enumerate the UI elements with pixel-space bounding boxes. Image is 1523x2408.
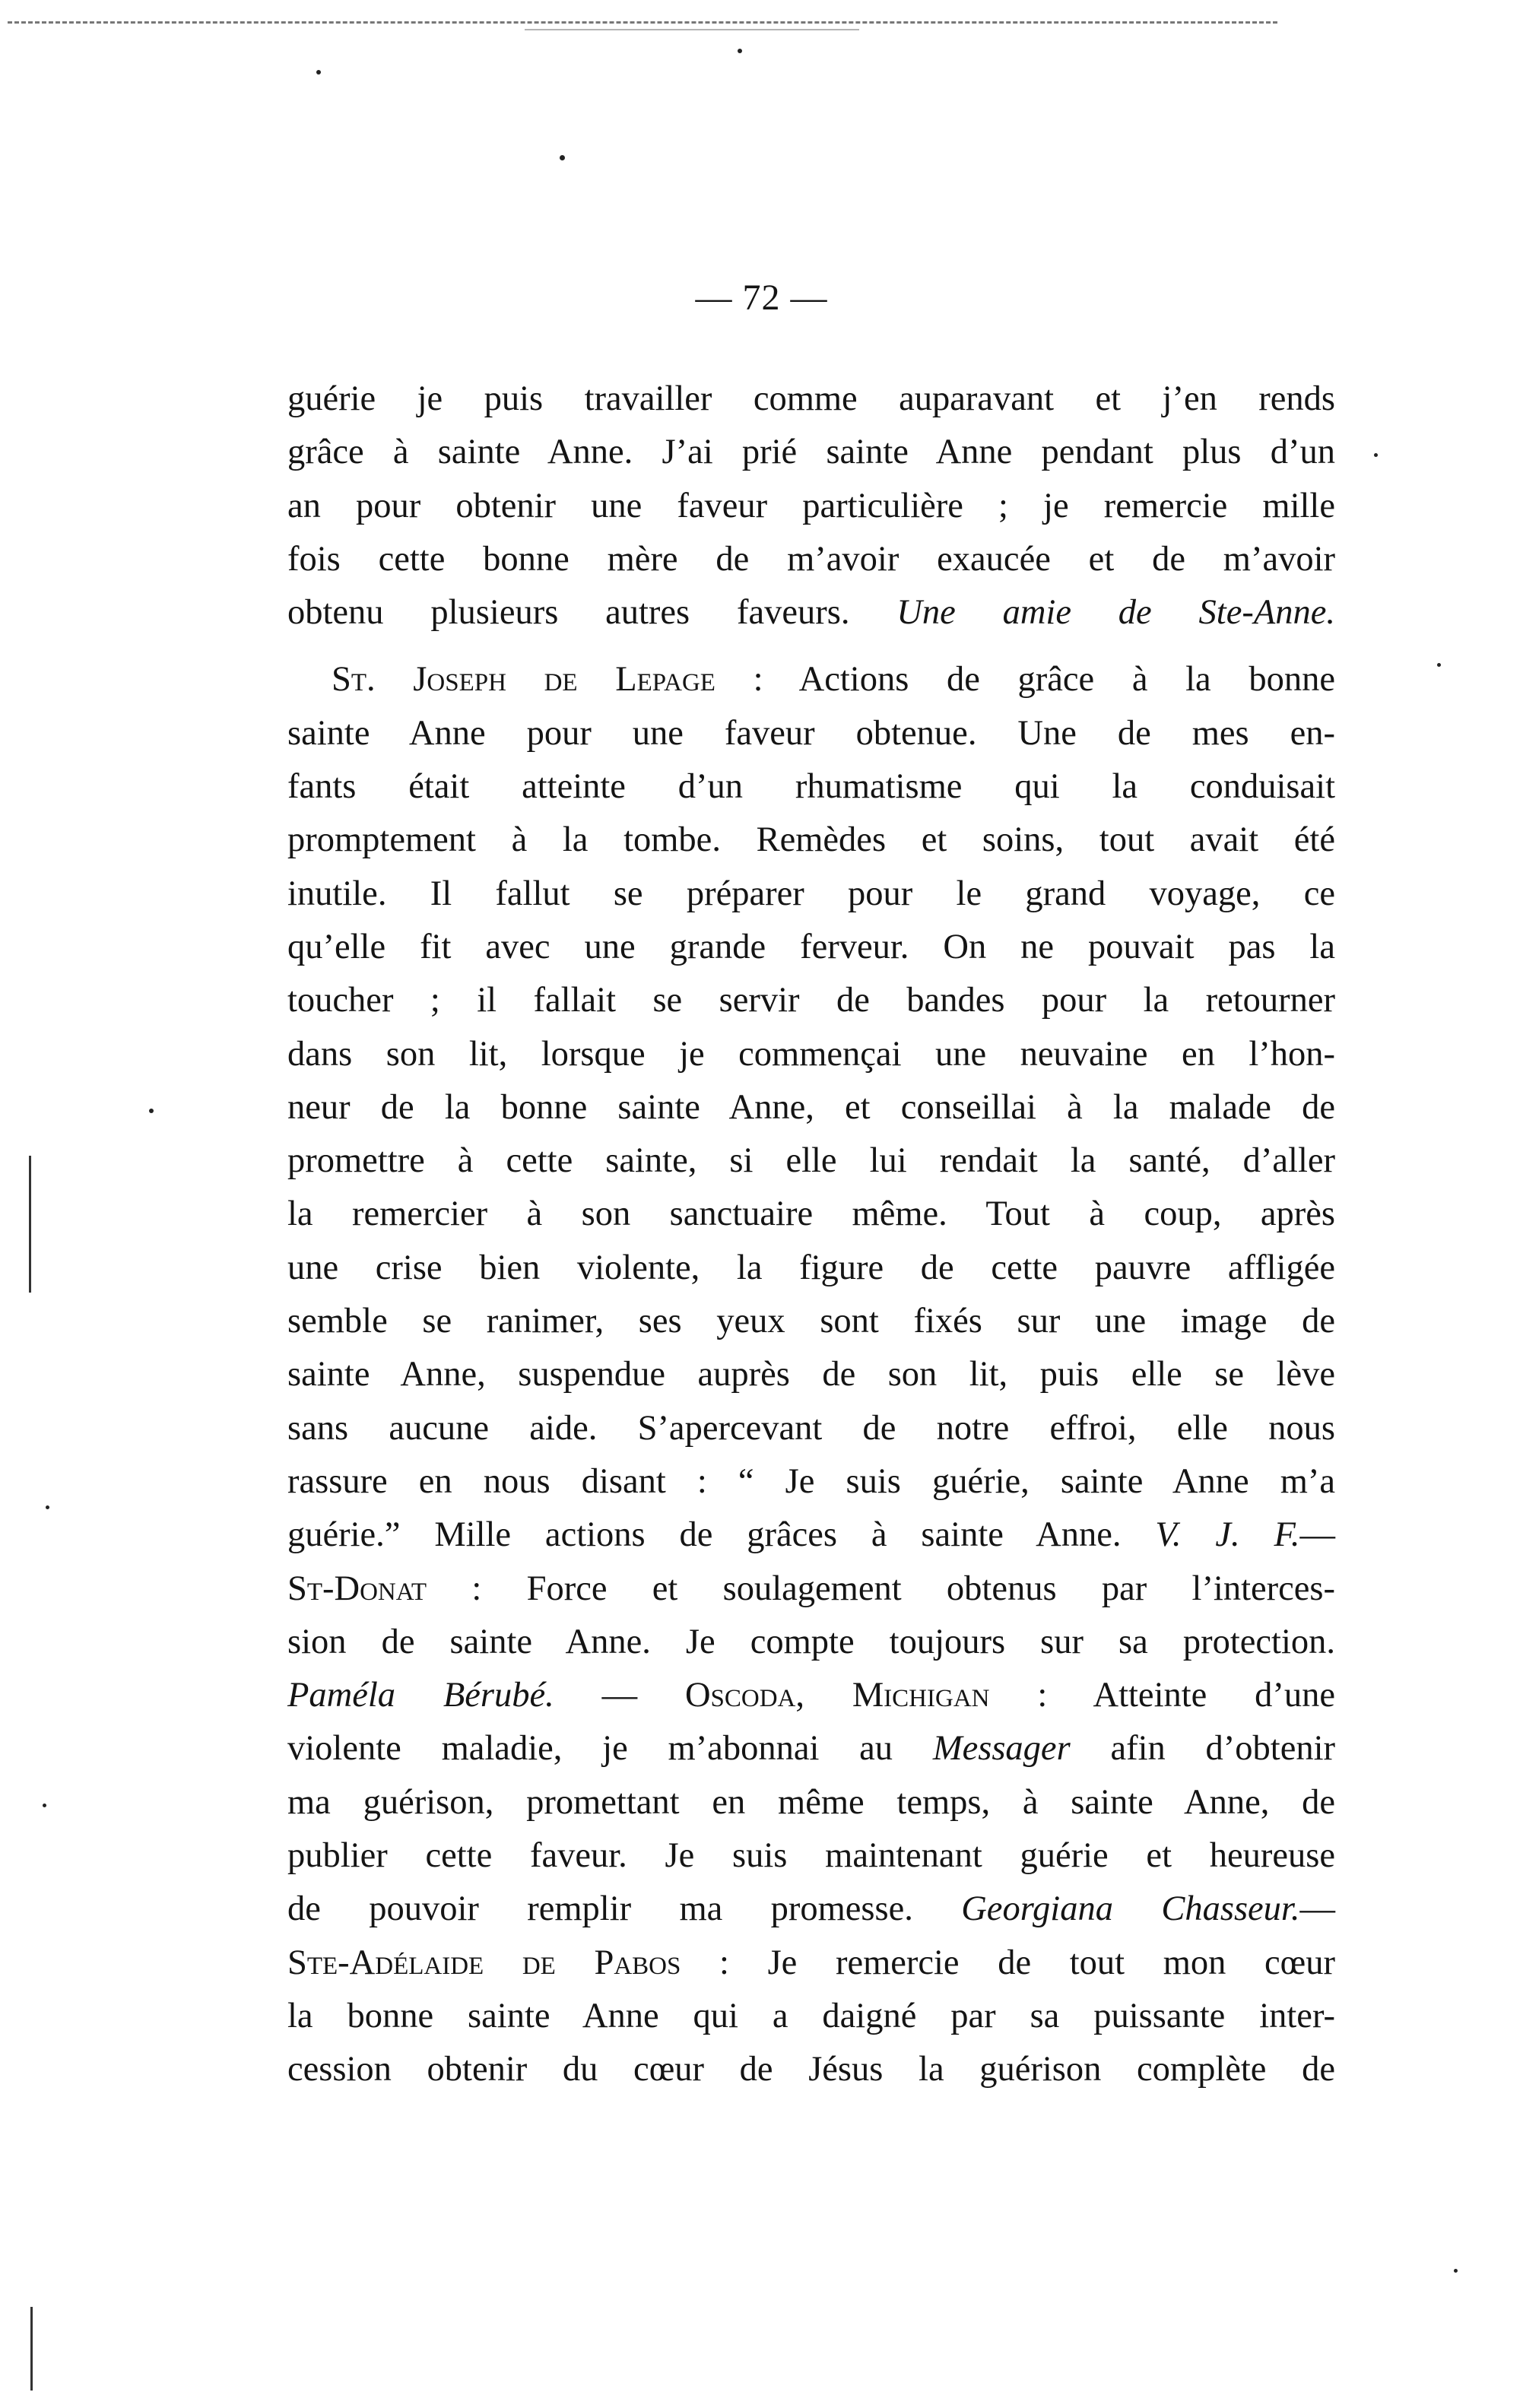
body-text	[287, 373, 1335, 2097]
text-run: : Atteinte d’une	[989, 1676, 1335, 1715]
text-line	[287, 586, 1335, 639]
text-line	[287, 426, 1335, 479]
text-run: publier cette faveur. Je suis maintenant guérie et heureuse	[287, 1836, 1335, 1876]
ink-speck	[316, 70, 321, 75]
text-line	[287, 1829, 1335, 1883]
text-run: la bonne sainte Anne qui a daigné par sa puissante inter-	[287, 1996, 1335, 2035]
text-line	[287, 1134, 1335, 1188]
ink-speck	[1437, 663, 1441, 667]
text-run: rassure en nous disant : “ Je suis guérie, sainte Anne m’a	[287, 1461, 1335, 1501]
text-line	[287, 868, 1335, 921]
text-line	[287, 1081, 1335, 1134]
text-line	[287, 760, 1335, 814]
text-line	[287, 1188, 1335, 1241]
ink-speck	[43, 1804, 46, 1807]
top-dashed-rule	[8, 21, 1277, 24]
text-run: promptement à la tombe. Remèdes et soins, tout avait été	[287, 820, 1335, 860]
text-run: cession obtenir du cœur de Jésus la guérison complète de	[287, 2050, 1335, 2089]
text-line	[287, 921, 1335, 974]
text-run: : Force et soulagement obtenus par l’interces-	[427, 1569, 1335, 1608]
text-run: qu’elle fit avec une grande ferveur. On ne pouvait pas la	[287, 927, 1335, 966]
page-number: — 72 —	[695, 278, 828, 318]
text-line	[287, 1402, 1335, 1455]
text-run: inutile. Il fallut se préparer pour le grand voyage, ce	[287, 874, 1335, 913]
text-run: sainte Anne, suspendue auprès de son lit, puis elle se lève	[287, 1355, 1335, 1394]
text-line	[287, 1937, 1335, 1990]
text-run: : Je remercie de tout mon cœur	[681, 1943, 1336, 1982]
ink-speck	[1454, 2269, 1458, 2273]
text-run: fants était atteinte d’un rhumatisme qui la conduisait	[287, 767, 1335, 807]
text-run: dans son lit, lorsque je commençai une neuvaine en l’hon-	[287, 1034, 1335, 1074]
ink-speck	[1374, 453, 1378, 457]
text-run: grâce à sainte Anne. J’ai prié sainte Anne pendant plus d’un	[287, 433, 1335, 472]
text-line	[287, 373, 1335, 426]
text-line	[287, 2043, 1335, 2096]
text-run: semble se ranimer, ses yeux sont fixés sur une image de	[287, 1302, 1335, 1341]
italic-text: Paméla Bérubé.	[287, 1676, 554, 1715]
text-line	[287, 1883, 1335, 1936]
margin-scan-mark	[30, 2307, 33, 2391]
text-run: guérie.” Mille actions de grâces à sainte Anne.	[287, 1515, 1156, 1555]
italic-text: V. J. F.	[1155, 1515, 1300, 1555]
text-run: de pouvoir remplir ma promesse.	[287, 1889, 962, 1929]
text-run: sainte Anne pour une faveur obtenue. Une de mes en-	[287, 713, 1335, 753]
ink-speck	[738, 49, 742, 53]
text-line	[287, 1776, 1335, 1829]
text-line	[287, 1563, 1335, 1616]
text-line	[287, 480, 1335, 533]
text-run: —	[554, 1676, 685, 1715]
text-line	[287, 974, 1335, 1027]
place-name: St-Donat	[287, 1569, 427, 1608]
place-name: St. Joseph de Lepage	[332, 660, 715, 700]
text-line	[287, 653, 1335, 706]
text-run: violente maladie, je m’abonnai au	[287, 1729, 933, 1769]
text-run: —	[1299, 1889, 1335, 1929]
text-run: an pour obtenir une faveur particulière ; je remercie mille	[287, 486, 1335, 525]
italic-text: Une amie de Ste-Anne.	[896, 593, 1335, 633]
text-run: ma guérison, promettant en même temps, à sainte Anne, de	[287, 1782, 1335, 1822]
text-line	[287, 1455, 1335, 1509]
ink-speck	[560, 155, 565, 160]
text-line	[287, 1242, 1335, 1295]
text-line	[287, 533, 1335, 586]
text-run: une crise bien violente, la figure de cette pauvre affligée	[287, 1248, 1335, 1287]
text-run: toucher ; il fallait se servir de bandes pour la retourner	[287, 981, 1335, 1020]
text-line	[287, 1509, 1335, 1562]
text-run: fois cette bonne mère de m’avoir exaucée et de m’avoir	[287, 539, 1335, 579]
text-line	[287, 707, 1335, 760]
text-line	[287, 814, 1335, 867]
text-run: neur de la bonne sainte Anne, et conseillai à la malade de	[287, 1087, 1335, 1127]
italic-text: Georgiana Chasseur.	[961, 1889, 1300, 1929]
text-line	[287, 1295, 1335, 1348]
text-line	[287, 1616, 1335, 1669]
text-run: sans aucune aide. S’apercevant de notre effroi, elle nous	[287, 1408, 1335, 1448]
place-name: Oscoda, Michigan	[684, 1676, 990, 1715]
margin-scan-mark	[29, 1156, 31, 1293]
place-name: Ste-Adélaide de Pabos	[287, 1943, 681, 1982]
text-run: guérie je puis travailler comme auparavant et j’en rends	[287, 379, 1335, 418]
text-run: sion de sainte Anne. Je compte toujours sur sa protection.	[287, 1622, 1335, 1661]
text-run: obtenu plusieurs autres faveurs.	[287, 593, 897, 633]
top-thin-rule	[525, 29, 859, 30]
text-run: afin d’obtenir	[1070, 1729, 1335, 1769]
text-line	[287, 1990, 1335, 2043]
text-run: la remercier à son sanctuaire même. Tout à coup, après	[287, 1194, 1335, 1234]
text-line	[287, 1348, 1335, 1401]
italic-text: Messager	[932, 1729, 1071, 1769]
ink-speck	[46, 1505, 49, 1509]
ink-speck	[149, 1109, 154, 1113]
text-run: : Actions de grâce à la bonne	[715, 660, 1336, 700]
text-line	[287, 1028, 1335, 1081]
text-line	[287, 1722, 1335, 1775]
text-run: promettre à cette sainte, si elle lui rendait la santé, d’aller	[287, 1141, 1335, 1181]
text-line	[287, 1669, 1335, 1722]
text-run: —	[1299, 1515, 1335, 1555]
